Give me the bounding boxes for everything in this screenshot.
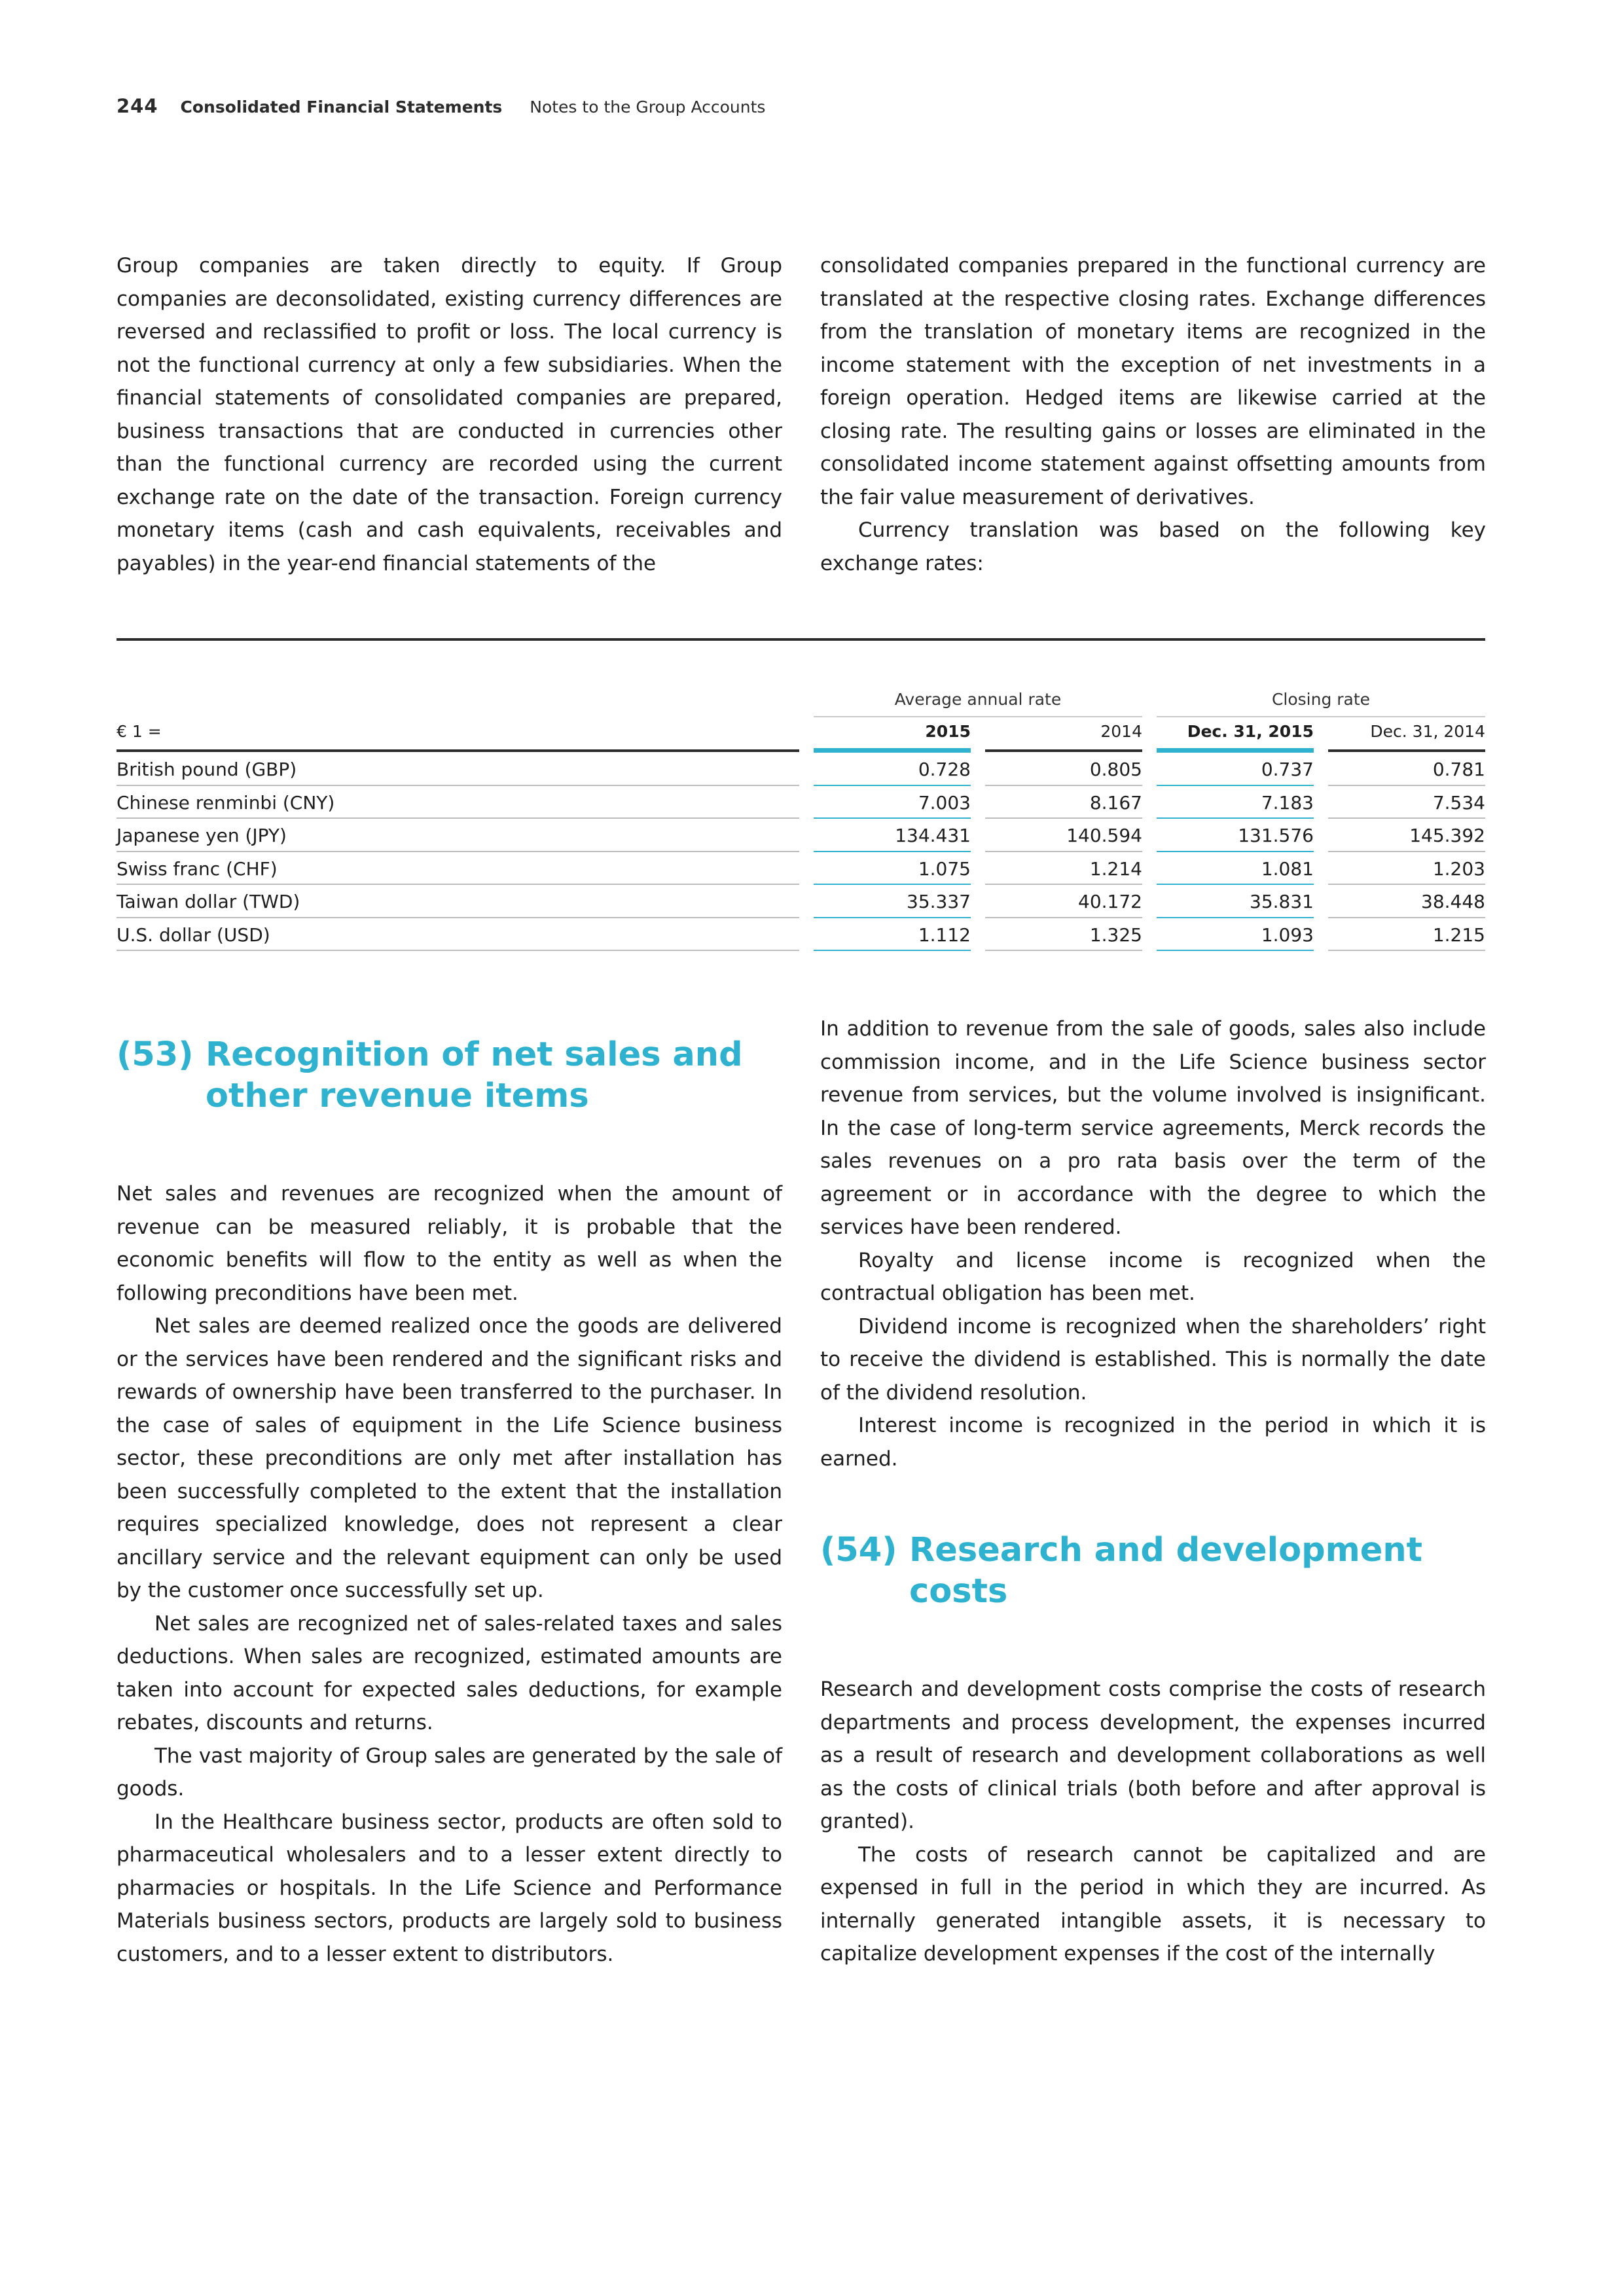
group-header-closing: Closing rate (1271, 690, 1371, 709)
section-title-line1: Recognition of net sales and (206, 1035, 743, 1074)
table-cell: 7.003 (918, 791, 971, 814)
table-cell: 35.337 (907, 891, 971, 912)
table-cell: 7.183 (1261, 791, 1314, 814)
row-rule (1328, 917, 1485, 918)
row-rule (117, 817, 799, 819)
intro-left-column (117, 249, 782, 580)
row-rule (117, 950, 799, 951)
row-rule (117, 785, 799, 786)
row-rule (1157, 917, 1314, 918)
table-cell: 7.534 (1432, 791, 1485, 814)
row-rule (1157, 950, 1314, 951)
table-cell: 0.737 (1261, 759, 1314, 780)
table-cell: 8.167 (1089, 791, 1142, 814)
row-label: Japanese yen (JPY) (117, 825, 287, 846)
row-rule (985, 950, 1142, 951)
row-rule (1328, 950, 1485, 951)
section-53-right-column (820, 1013, 1486, 1475)
table-cell: 0.781 (1432, 759, 1485, 780)
row-rule (117, 917, 799, 918)
table-cell: 1.075 (918, 857, 971, 880)
row-rule (814, 817, 971, 819)
table-cell: 0.805 (1089, 759, 1142, 780)
row-rule (117, 851, 799, 852)
group-header-rule (1157, 716, 1485, 717)
body-paragraph: Dividend income is recognized when the shareholders’ right to receive the dividend is established. This is normally the date of the dividend resolution. (820, 1314, 1486, 1405)
section-number: (54) (820, 1531, 897, 1570)
table-cell: 1.215 (1432, 924, 1485, 946)
intro-paragraph: Group companies are taken directly to equity. If Group companies are deconsolidated, existing currency differences are reversed and reclassified to profit or loss. The local currency is not the functional currency at only a few subsidiaries. When the financial statements of consolidated companies are prepared, business transactions that are conducted in currencies other than the functional currency are recorded using the current exchange rate on the date of the transaction. Foreign currency monetary items (cash and cash equivalents, receivables and payables) in the year-end financial statements of the (117, 254, 782, 575)
row-rule (814, 851, 971, 852)
row-rule (985, 817, 1142, 819)
table-cell: 1.203 (1432, 857, 1485, 880)
row-rule (1328, 884, 1485, 885)
row-label: British pound (GBP) (117, 759, 297, 780)
section-54-column (820, 1673, 1486, 1971)
section-53-heading (117, 1034, 797, 1117)
row-rule (985, 884, 1142, 885)
row-rule (814, 950, 971, 951)
body-paragraph: Net sales are recognized net of sales-related taxes and sales deductions. When sales are recognized, estimated amounts are taken into account for expected sales deductions, for example rebates, discounts and returns. (117, 1611, 782, 1734)
row-rule (985, 851, 1142, 852)
table-top-rule (117, 638, 1485, 641)
table-cell: 38.448 (1421, 891, 1485, 912)
intro-paragraph: consolidated companies prepared in the functional currency are translated at the respective closing rates. Exchange differences from the translation of monetary items are recognized in the income statement with the exception of net investments in a foreign operation. Hedged items are likewise carried at the closing rate. The resulting gains or losses are eliminated in the consolidated income statement against offsetting amounts from the fair value measurement of derivatives. (820, 254, 1486, 509)
section-title-line2: costs (909, 1572, 1008, 1611)
group-header-average: Average annual rate (894, 690, 1062, 709)
table-cell: 1.093 (1261, 924, 1314, 946)
row-rule (814, 884, 971, 885)
body-paragraph: Royalty and license income is recognized when the contractual obligation has been met. (820, 1248, 1486, 1305)
header-rule (1328, 749, 1485, 752)
section-number: (53) (117, 1035, 194, 1074)
row-rule (814, 785, 971, 786)
body-paragraph: Net sales are deemed realized once the goods are delivered or the services have been rendered and the significant risks and rewards of ownership have been transferred to the purchaser. In the case of sales of equipment in the Life Science business sector, these preconditions are only met after installation has been successfully completed to the extent that the installation requires specialized knowledge, does not represent a clear ancillary service and the relevant equipment can only be used by the customer once successfully set up. (117, 1314, 782, 1602)
table-cell: 1.214 (1089, 857, 1142, 880)
group-header-rule (814, 716, 1142, 717)
body-paragraph: Research and development costs comprise the costs of research departments and process development, the expenses incurred as a result of research and development collaborations as well as the costs of clinical trials (both before and after approval is granted). (820, 1677, 1486, 1833)
intro-right-column (820, 249, 1486, 580)
table-cell: 1.081 (1261, 857, 1314, 880)
highlight-rule (1157, 748, 1314, 753)
column-header: 2015 (925, 722, 971, 741)
section-54-heading (820, 1530, 1486, 1612)
column-header: Dec. 31, 2015 (1187, 722, 1314, 741)
row-rule (117, 884, 799, 885)
table-cell: 134.431 (895, 825, 971, 846)
intro-paragraph: Currency translation was based on the following key exchange rates: (820, 518, 1486, 575)
table-cell: 140.594 (1066, 825, 1142, 846)
row-rule (1157, 884, 1314, 885)
table-cell: 40.172 (1078, 891, 1142, 912)
body-paragraph: The costs of research cannot be capitalized and are expensed in full in the period in which they are incurred. As internally generated intangible assets, it is necessary to capitalize development expenses if the cost of the internally (820, 1842, 1486, 1965)
row-rule (1328, 851, 1485, 852)
section-title: Consolidated Financial Statements (180, 98, 503, 117)
body-paragraph: In addition to revenue from the sale of goods, sales also include commission income, and in the Life Science business sector revenue from services, but the volume involved is insignificant. In the case of long-term service agreements, Merck records the sales revenues on a pro rata basis over the term of the agreement or in accordance with the degree to which the services have been rendered. (820, 1017, 1486, 1239)
highlight-rule (814, 748, 971, 753)
row-label: Swiss franc (CHF) (117, 857, 278, 880)
unit-label: € 1 = (117, 722, 162, 741)
row-rule (1328, 817, 1485, 819)
section-title-line2: other revenue items (206, 1077, 589, 1115)
body-paragraph: Interest income is recognized in the period in which it is earned. (820, 1414, 1486, 1471)
page-number: 244 (117, 95, 158, 117)
column-header: 2014 (1100, 722, 1142, 741)
table-cell: 0.728 (918, 759, 971, 780)
table-cell: 1.325 (1089, 924, 1142, 946)
section-53-left-column (117, 1177, 782, 1971)
row-rule (1157, 785, 1314, 786)
row-label: Chinese renminbi (CNY) (117, 791, 335, 814)
row-label: U.S. dollar (USD) (117, 924, 270, 946)
row-rule (1157, 851, 1314, 852)
body-paragraph: The vast majority of Group sales are generated by the sale of goods. (117, 1744, 782, 1801)
table-cell: 1.112 (918, 924, 971, 946)
row-label: Taiwan dollar (TWD) (117, 891, 300, 912)
body-paragraph: Net sales and revenues are recognized when the amount of revenue can be measured reliably, it is probable that the economic benefits will flow to the entity as well as when the following preconditions have been met. (117, 1182, 782, 1305)
row-rule (985, 785, 1142, 786)
row-rule (1157, 817, 1314, 819)
row-rule (1328, 785, 1485, 786)
table-cell: 35.831 (1250, 891, 1314, 912)
table-cell: 145.392 (1409, 825, 1485, 846)
subsection-title: Notes to the Group Accounts (530, 98, 766, 117)
row-rule (985, 917, 1142, 918)
header-rule (985, 749, 1142, 752)
table-cell: 131.576 (1238, 825, 1314, 846)
column-header: Dec. 31, 2014 (1370, 722, 1485, 741)
section-title-line1: Research and development (909, 1531, 1423, 1570)
running-header (117, 95, 765, 117)
header-rule (117, 749, 799, 752)
row-rule (814, 917, 971, 918)
body-paragraph: In the Healthcare business sector, products are often sold to pharmaceutical wholesalers and to a lesser extent directly to pharmacies or hospitals. In the Life Science and Performance Materials business sectors, products are largely sold to business customers, and to a lesser extent to distributors. (117, 1810, 782, 1966)
